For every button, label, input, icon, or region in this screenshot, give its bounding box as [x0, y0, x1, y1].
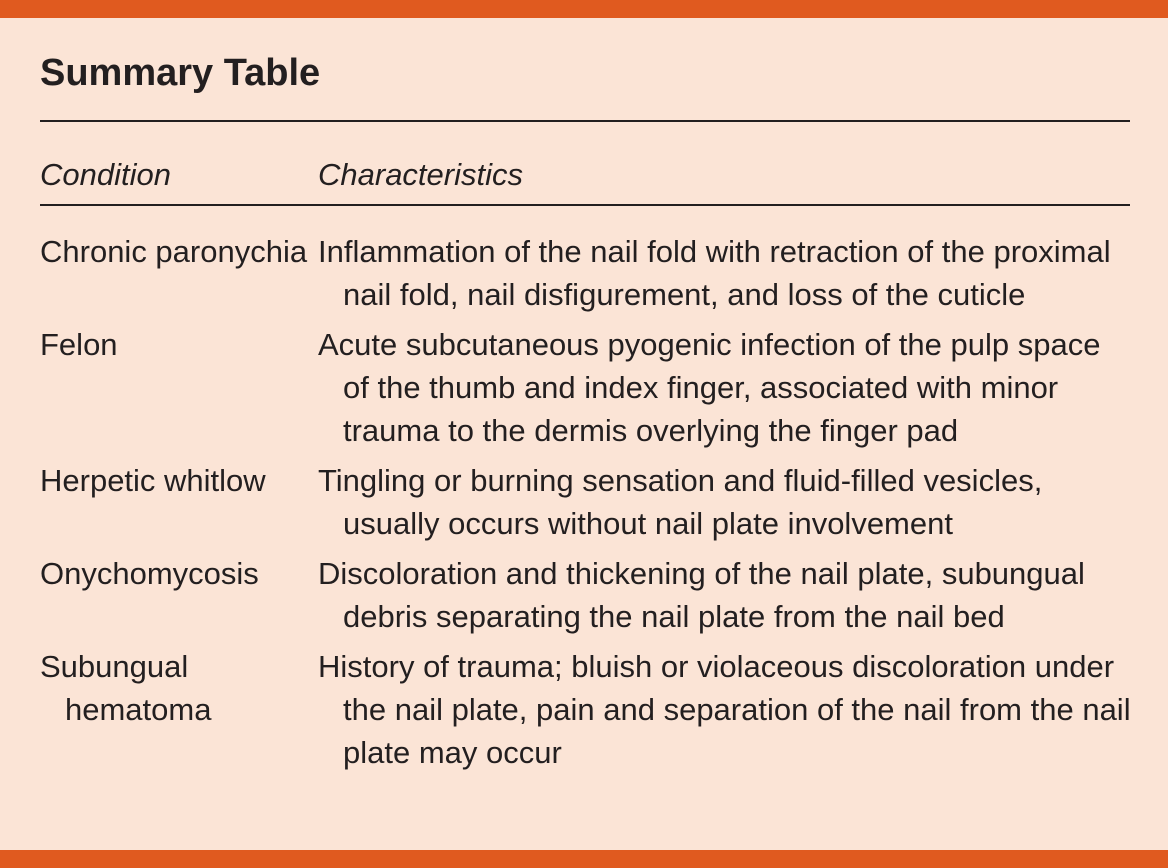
characteristics-cell: Discoloration and thickening of the nail plate, subungual debris separating the nail plate from the nail bed: [318, 556, 1085, 634]
characteristics-cell: Tingling or burning sensation and fluid-filled vesicles, usually occurs without nail plate involvement: [318, 463, 1043, 541]
table-body: [40, 230, 1140, 781]
characteristics-cell: Inflammation of the nail fold with retraction of the proximal nail fold, nail disfigurement, and loss of the cuticle: [318, 234, 1111, 312]
characteristics-cell: History of trauma; bluish or violaceous discoloration under the nail plate, pain and separation of the nail from the nail plate may occur: [318, 649, 1131, 770]
top-accent-band: [0, 0, 1168, 18]
header-divider: [40, 204, 1130, 206]
condition-cell: Herpetic whitlow: [40, 463, 266, 498]
title-divider: [40, 120, 1130, 122]
bottom-accent-band: [0, 850, 1168, 868]
condition-cell: Subungual hematoma: [40, 649, 212, 727]
characteristics-cell: Acute subcutaneous pyogenic infection of the pulp space of the thumb and index finger, associated with minor trauma to the dermis overlying the finger pad: [318, 327, 1101, 448]
condition-cell: Felon: [40, 327, 118, 362]
column-header-condition: Condition: [40, 157, 171, 192]
column-header-characteristics: Characteristics: [318, 157, 523, 192]
table-row: [40, 645, 1140, 774]
condition-cell: Chronic paronychia: [40, 234, 308, 269]
condition-cell: Onychomycosis: [40, 556, 259, 591]
table-row: [40, 552, 1140, 638]
table-row: [40, 230, 1140, 316]
table-row: [40, 323, 1140, 452]
table-title: Summary Table: [40, 52, 321, 94]
table-row: [40, 459, 1140, 545]
